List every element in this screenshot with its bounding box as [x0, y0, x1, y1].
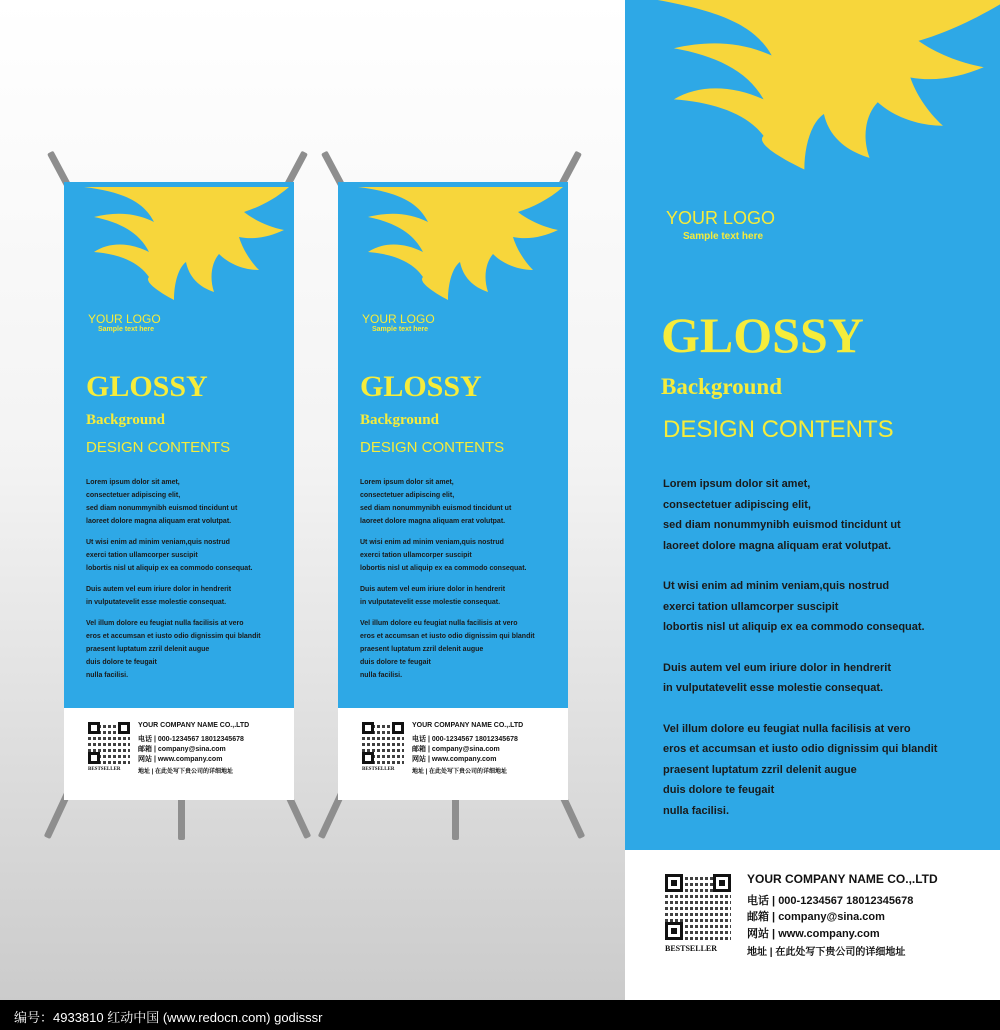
paragraph-line: sed diam nonummynibh euismod tincidunt ut — [360, 505, 512, 512]
paragraph-line: exerci tation ullamcorper suscipit — [663, 600, 839, 613]
paragraph-line: nulla facilisi. — [663, 804, 730, 817]
logo-subtext: Sample text here — [98, 326, 155, 333]
paragraph-line: lobortis nisl ut aliquip ex ea commodo consequat. — [663, 621, 925, 633]
paragraph-line: Duis autem vel eum iriure dolor in hendrerit — [663, 661, 891, 674]
sun-graphic — [338, 182, 568, 312]
logo-subtext: Sample text here — [683, 231, 764, 242]
website: 网站 | www.company.com — [747, 928, 880, 940]
logo-subtext: Sample text here — [372, 326, 429, 333]
paragraph-line: laoreet dolore magna aliquam erat volutpat. — [360, 518, 506, 525]
subheading-design: DESIGN CONTENTS — [663, 416, 894, 443]
paragraph-line: Vel illum dolore eu feugiat nulla facilisis at vero — [360, 620, 518, 627]
qr-code — [665, 874, 731, 940]
paragraph-line: exerci tation ullamcorper suscipit — [360, 552, 472, 559]
logo-text: YOUR LOGO — [666, 208, 776, 228]
qr-caption: BESTSELLER — [362, 767, 395, 772]
paragraph-line: exerci tation ullamcorper suscipit — [86, 552, 198, 559]
subheading-background: Background — [661, 374, 783, 399]
address: 地址 | 在此处写下贵公司的详细地址 — [138, 769, 234, 775]
banner-large — [625, 0, 1000, 1000]
phone: 电话 | 000-1234567 18012345678 — [747, 895, 914, 907]
paragraph-block — [360, 476, 535, 682]
paragraph-line: eros et accumsan et iusto odio dignissim qui blandit — [360, 633, 535, 640]
email: 邮箱 | company@sina.com — [138, 746, 226, 753]
paragraph-line: in vulputatevelit esse molestie consequat. — [86, 599, 227, 606]
paragraph-line: sed diam nonummynibh euismod tincidunt ut — [86, 505, 238, 512]
paragraph-line: praesent luptatum zzril delenit augue — [360, 646, 484, 653]
contact-panel — [625, 850, 1000, 1000]
paragraph-block — [663, 474, 937, 821]
qr-code — [88, 722, 130, 764]
subheading-design: DESIGN CONTENTS — [360, 439, 505, 456]
qr-caption: BESTSELLER — [88, 767, 121, 772]
website: 网站 | www.company.com — [412, 756, 497, 763]
paragraph-line: in vulputatevelit esse molestie consequat. — [360, 599, 501, 606]
paragraph-line: nulla facilisi. — [86, 672, 129, 679]
paragraph-line: consectetuer adipiscing elit, — [86, 492, 181, 499]
paragraph-line: duis dolore te feugait — [663, 784, 775, 796]
paragraph-line: consectetuer adipiscing elit, — [663, 498, 811, 511]
sun-graphic — [625, 0, 1000, 190]
paragraph-line: duis dolore te feugait — [360, 659, 431, 666]
stand-leg — [178, 795, 185, 840]
headline: GLOSSY — [86, 370, 208, 403]
stand-leg — [452, 795, 459, 840]
paragraph-line: in vulputatevelit esse molestie consequat. — [663, 682, 884, 694]
contact-panel — [338, 708, 568, 800]
sun-graphic — [64, 182, 294, 312]
paragraph-line: laoreet dolore magna aliquam erat volutpat. — [663, 539, 891, 552]
paragraph-line: consectetuer adipiscing elit, — [360, 492, 455, 499]
email: 邮箱 | company@sina.com — [412, 746, 500, 753]
paragraph-line: lobortis nisl ut aliquip ex ea commodo consequat. — [360, 565, 527, 572]
paragraph-line: eros et accumsan et iusto odio dignissim qui blandit — [663, 743, 938, 755]
company-name: YOUR COMPANY NAME CO.,.LTD — [747, 872, 938, 886]
paragraph-line: Vel illum dolore eu feugiat nulla facilisis at vero — [86, 620, 244, 627]
subheading-design: DESIGN CONTENTS — [86, 439, 231, 456]
headline: GLOSSY — [360, 370, 482, 403]
paragraph-line: lobortis nisl ut aliquip ex ea commodo consequat. — [86, 565, 253, 572]
paragraph-line: duis dolore te feugait — [86, 659, 157, 666]
paragraph-line: Ut wisi enim ad minim veniam,quis nostrud — [86, 539, 230, 546]
banner-stand-left — [48, 150, 318, 850]
address: 地址 | 在此处写下贵公司的详细地址 — [747, 947, 906, 958]
paragraph-block — [86, 476, 261, 682]
headline: GLOSSY — [661, 307, 864, 363]
paragraph-line: praesent luptatum zzril delenit augue — [86, 646, 210, 653]
paragraph-line: Lorem ipsum dolor sit amet, — [663, 478, 811, 490]
banner-stand-middle — [322, 150, 592, 850]
banner-mini — [64, 182, 294, 800]
footer-text: 编号：4933810 红动中国 (www.redocn.com) godisssr — [14, 1010, 323, 1025]
watermark-footer — [0, 1000, 1000, 1030]
paragraph-line: sed diam nonummynibh euismod tincidunt ut — [663, 519, 901, 531]
company-name: YOUR COMPANY NAME CO.,.LTD — [138, 722, 250, 729]
paragraph-line: Lorem ipsum dolor sit amet, — [360, 479, 454, 486]
paragraph-line: Vel illum dolore eu feugiat nulla facilisis at vero — [663, 722, 911, 735]
paragraph-line: Duis autem vel eum iriure dolor in hendrerit — [86, 586, 232, 593]
subheading-background: Background — [86, 412, 165, 428]
logo-text: YOUR LOGO — [362, 312, 435, 326]
paragraph-line: laoreet dolore magna aliquam erat volutpat. — [86, 518, 232, 525]
phone: 电话 | 000-1234567 18012345678 — [138, 736, 244, 743]
qr-code — [362, 722, 404, 764]
address: 地址 | 在此处写下贵公司的详细地址 — [412, 769, 508, 775]
paragraph-line: eros et accumsan et iusto odio dignissim qui blandit — [86, 633, 261, 640]
email: 邮箱 | company@sina.com — [747, 911, 885, 923]
banner-mini — [338, 182, 568, 800]
logo-text: YOUR LOGO — [88, 312, 161, 326]
paragraph-line: Lorem ipsum dolor sit amet, — [86, 479, 180, 486]
website: 网站 | www.company.com — [138, 756, 223, 763]
paragraph-line: Ut wisi enim ad minim veniam,quis nostrud — [663, 580, 890, 592]
paragraph-line: Ut wisi enim ad minim veniam,quis nostrud — [360, 539, 504, 546]
contact-panel — [64, 708, 294, 800]
paragraph-line: Duis autem vel eum iriure dolor in hendrerit — [360, 586, 506, 593]
paragraph-line: praesent luptatum zzril delenit augue — [663, 763, 857, 776]
subheading-background: Background — [360, 412, 439, 428]
qr-caption: BESTSELLER — [665, 944, 718, 953]
phone: 电话 | 000-1234567 18012345678 — [412, 736, 518, 743]
paragraph-line: nulla facilisi. — [360, 672, 403, 679]
company-name: YOUR COMPANY NAME CO.,.LTD — [412, 722, 524, 729]
